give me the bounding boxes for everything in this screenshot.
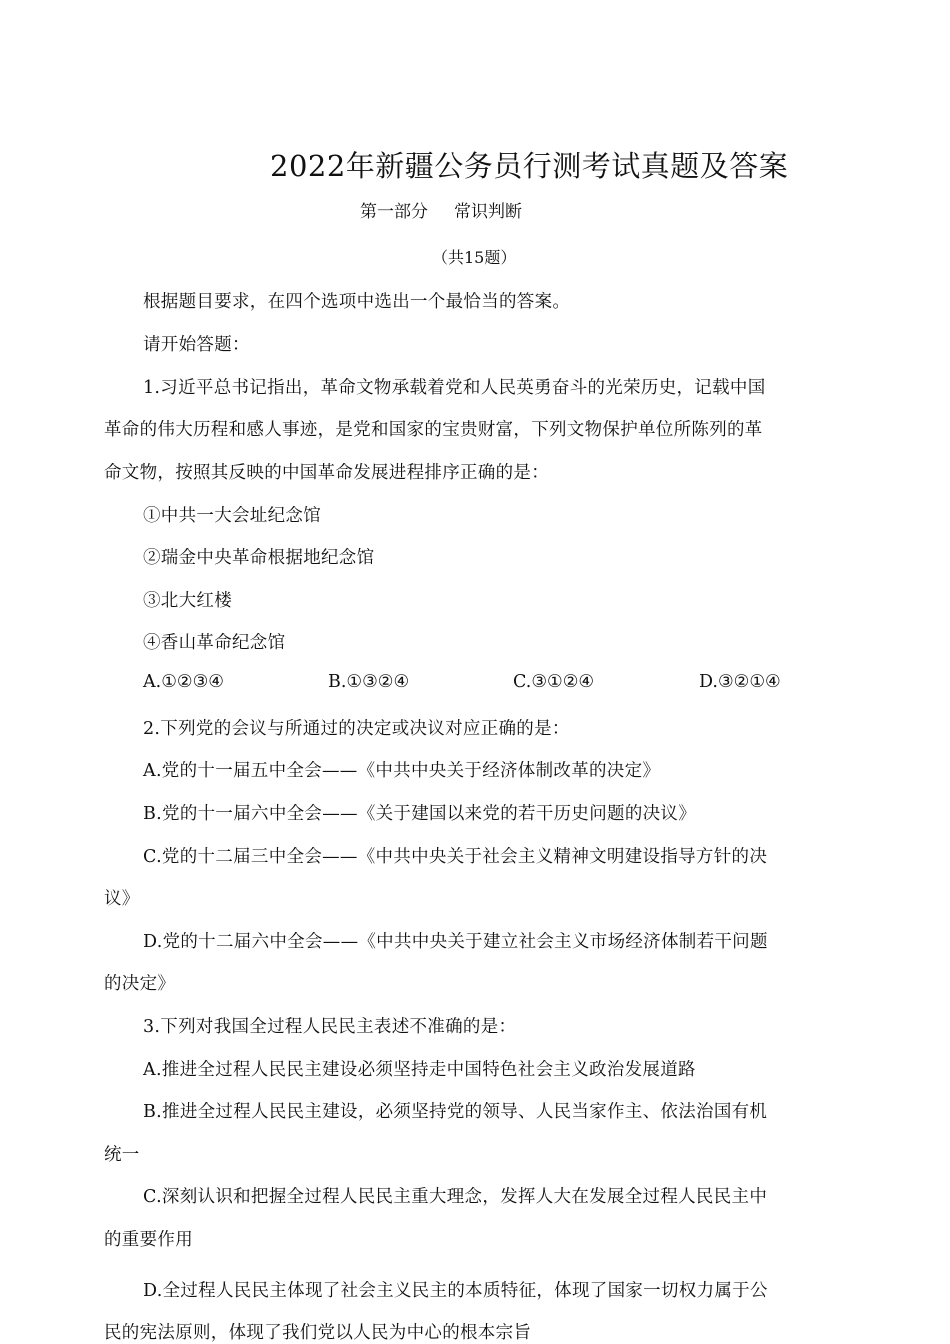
q3-option-d: D.全过程人民民主体现了社会主义民主的本质特征，体现了国家一切权力属于公: [143, 1281, 768, 1301]
q1-option-b: B.①③②④: [328, 672, 410, 692]
q1-option-a: A.①②③④: [143, 672, 224, 692]
q1-stem: 命文物，按照其反映的中国革命发展进程排序正确的是：: [104, 463, 549, 483]
instruction-line: 请开始答题：: [143, 335, 250, 355]
section-heading: [360, 197, 522, 222]
instruction-line: 根据题目要求，在四个选项中选出一个最恰当的答案。: [143, 292, 571, 312]
q3-option-d: 民的宪法原则，体现了我们党以人民为中心的根本宗旨: [104, 1323, 532, 1343]
section-part: 第一部分: [360, 202, 428, 222]
q3-option-b: 统一: [104, 1145, 140, 1165]
q1-stem: 革命的伟大历程和感人事迹，是党和国家的宝贵财富，下列文物保护单位所陈列的革: [104, 420, 763, 440]
q2-option-c: C.党的十二届三中全会——《中共中央关于社会主义精神文明建设指导方针的决: [143, 847, 768, 867]
q3-option-c: 的重要作用: [104, 1230, 193, 1250]
q2-option-d: D.党的十二届六中全会——《中共中央关于建立社会主义市场经济体制若干问题: [143, 932, 768, 952]
q2-option-c: 议》: [104, 889, 140, 909]
q1-item: ③北大红楼: [143, 591, 232, 611]
question-count: （共15题）: [432, 248, 517, 267]
q1-item: ②瑞金中央革命根据地纪念馆: [143, 548, 375, 568]
q3-option-a: A.推进全过程人民民主建设必须坚持走中国特色社会主义政治发展道路: [143, 1060, 696, 1080]
section-name: 常识判断: [454, 202, 522, 222]
q3-stem: 3.下列对我国全过程人民民主表述不准确的是：: [143, 1017, 517, 1037]
q1-option-d: D.③②①④: [699, 672, 781, 692]
q2-stem: 2.下列党的会议与所通过的决定或决议对应正确的是：: [143, 719, 570, 739]
q2-option-b: B.党的十一届六中全会——《关于建国以来党的若干历史问题的决议》: [143, 804, 697, 824]
q3-option-c: C.深刻认识和把握全过程人民民主重大理念，发挥人大在发展全过程人民民主中: [143, 1187, 768, 1207]
q2-option-d: 的决定》: [104, 974, 176, 994]
q1-stem: 1.习近平总书记指出，革命文物承载着党和人民英勇奋斗的光荣历史，记载中国: [143, 378, 766, 398]
page-title: 2022年新疆公务员行测考试真题及答案: [270, 149, 789, 183]
q2-option-a: A.党的十一届五中全会——《中共中央关于经济体制改革的决定》: [143, 761, 661, 781]
q1-item: ④香山革命纪念馆: [143, 633, 286, 653]
q1-item: ①中共一大会址纪念馆: [143, 506, 321, 526]
q1-option-c: C.③①②④: [513, 672, 595, 692]
q3-option-b: B.推进全过程人民民主建设，必须坚持党的领导、人民当家作主、依法治国有机: [143, 1102, 768, 1122]
